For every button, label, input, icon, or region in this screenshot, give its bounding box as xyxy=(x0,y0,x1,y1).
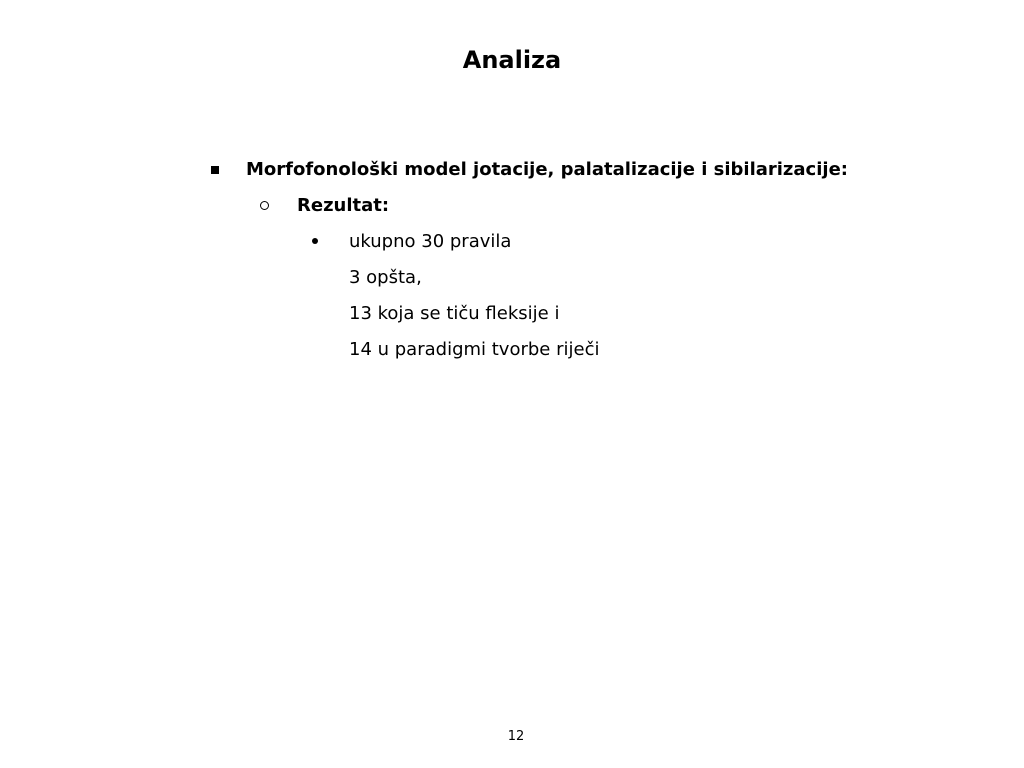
slide-title: Analiza xyxy=(462,46,562,74)
hollow-circle-bullet-icon xyxy=(260,201,269,210)
level3-line-inflection-rules: 13 koja se tiču fleksije i xyxy=(349,303,560,324)
level3-line-general-rules: 3 opšta, xyxy=(349,267,422,288)
level3-line-total-rules: ukupno 30 pravila xyxy=(349,231,512,252)
level1-bullet-text: Morfofonološki model jotacije, palatalizacije i sibilarizacije: xyxy=(246,159,848,180)
dot-bullet-icon xyxy=(312,238,318,244)
page-number: 12 xyxy=(507,729,525,744)
level2-bullet-text: Rezultat: xyxy=(297,195,390,216)
level3-line-word-formation-rules: 14 u paradigmi tvorbe riječi xyxy=(349,339,600,360)
square-bullet-icon xyxy=(211,166,219,174)
